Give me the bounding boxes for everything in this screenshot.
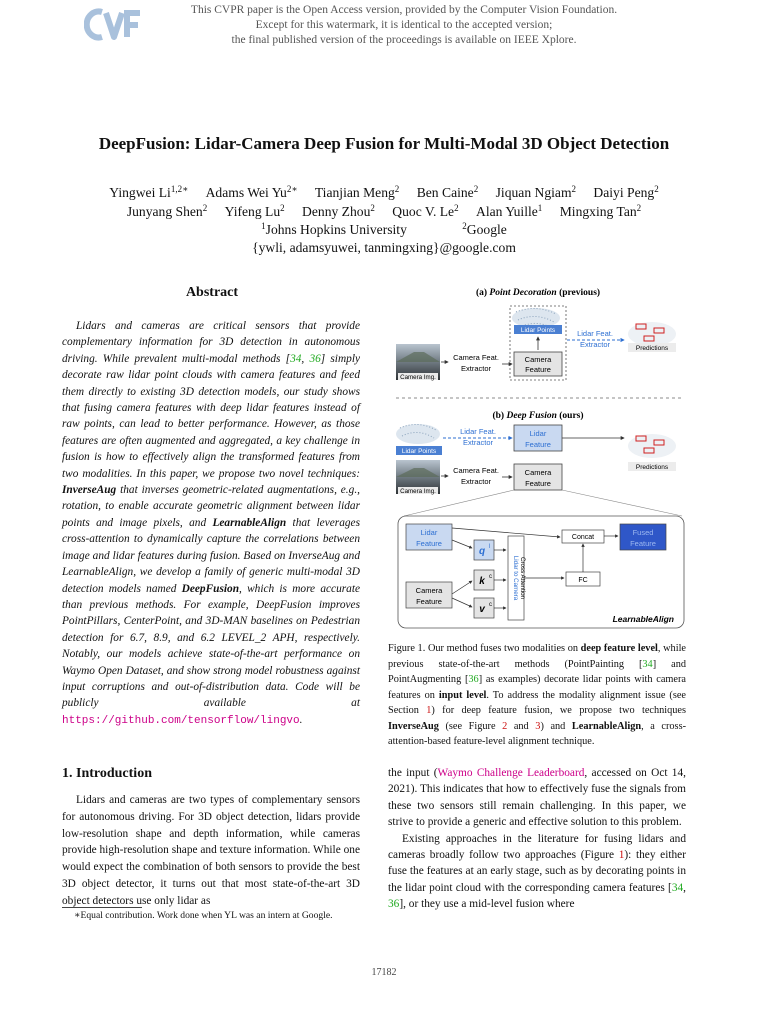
svg-text:k: k (479, 576, 485, 587)
svg-text:Lidar: Lidar (420, 528, 438, 537)
svg-text:Feature: Feature (416, 597, 442, 606)
svg-text:Camera: Camera (415, 586, 443, 595)
camera-image-thumbnail (396, 344, 440, 381)
abstract-text: Lidars and cameras are critical sensors that provide complementary information for 3D detection in autonomous driving. While prevalent multi-modal methods [34, 36] simply decorate raw lidar point clouds with camera features and feed them directly to existing 3D detection models, our study shows that fusing camera features with deep lidar features instead of raw points, can lead to better performance. However, as those features are often augmented and aggregated, a key challenge in fusion is how to effectively align the transformed features from two modalities. In this paper, we propose two novel techniques: InverseAug that inverses geometric-related augmentations, e.g., rotation, to enable accurate geometric alignment between lidar points and image pixels, and LearnableAlign that leverages cross-attention to dynamically capture the correlations between image and lidar features during fusion. Based on InverseAug and LearnableAlign, we develop a family of generic multi-modal 3D detection models named DeepFusion, which is more accurate than previous methods. For example, DeepFusion improves PointPillars, CenterPoint, and 3D-MAN baselines on Pedestrian detection for 6.7, 8.9, and 6.2 LEVEL_2 APH, respectively. Notably, our models achieve state-of-the-art performance on Waymo Open Dataset, and show strong model robustness against input corruptions and out-of-distribution data. Code will be publicly available at https://github.com/tensorflow/lingvo. (62, 320, 361, 727)
svg-text:Lidar Points: Lidar Points (520, 327, 556, 334)
figure-ref-link[interactable]: 2 (502, 720, 508, 732)
author: Ben Caine$^2$ (416, 184, 479, 200)
affiliation: $^1$Johns Hopkins University (261, 221, 407, 237)
author: Yifeng Lu$^2$ (224, 203, 285, 219)
camera-image-thumbnail (396, 460, 440, 495)
svg-text:Cross Attention: Cross Attention (519, 557, 526, 599)
affiliation: $^2$Google (462, 221, 507, 237)
author: Daiyi Peng$^2$ (593, 184, 659, 200)
svg-text:Camera: Camera (524, 355, 552, 364)
svg-text:Lidar: Lidar (529, 429, 547, 438)
svg-text:Lidar Feat.: Lidar Feat. (577, 329, 613, 338)
svg-text:c: c (489, 574, 492, 580)
footnote: ∗Equal contribution. Work done when YL was an intern at Google. (74, 910, 333, 921)
author: Quoc V. Le$^2$ (392, 203, 459, 219)
svg-text:Lidar Points: Lidar Points (401, 448, 437, 455)
lidar-points-icon (512, 308, 562, 334)
svg-text:Camera Feat.: Camera Feat. (453, 466, 499, 475)
svg-text:c: c (489, 602, 492, 608)
citation-link[interactable]: 36 (309, 352, 321, 365)
svg-text:Feature: Feature (525, 440, 551, 449)
svg-text:v: v (479, 604, 485, 615)
paper-title: DeepFusion: Lidar-Camera Deep Fusion for Multi-Modal 3D Object Detection (98, 134, 670, 153)
watermark-line-2: Except for this watermark, it is identical to the accepted version; (255, 19, 553, 31)
intro-heading: 1. Introduction (62, 766, 152, 781)
svg-text:Lidar to Camera: Lidar to Camera (512, 555, 519, 601)
citation-link[interactable]: 34 (642, 658, 653, 670)
svg-text:Predictions: Predictions (635, 345, 669, 352)
author: Junyang Shen$^2$ (126, 203, 208, 219)
waymo-leaderboard-link[interactable]: Waymo Challenge Leaderboard (437, 767, 585, 779)
author: Adams Wei $Yu^{2∗}$ (205, 184, 298, 200)
figure-caption: Figure 1. Our method fuses two modalities on deep feature level, while previous state-of-the-art methods (PointPainting [34] and PointAugmenting [36] as examples) decorate lidar points with camera features on input level. To address the modality alignment issue (see Section 1) for deep feature fusion, we propose two techniques InverseAug (see Figure 2 and 3) and LearnableAlign, a cross-attention-based feature-level alignment technique. (388, 643, 687, 747)
cvf-logo (84, 6, 142, 44)
svg-text:Feature: Feature (525, 365, 551, 374)
svg-text:Feature: Feature (630, 539, 656, 548)
paragraph: Existing approaches in the literature for fusing lidars and cameras broadly follow two approaches (Figure 1): they either fuse the features at an early stage, such as by decorating points in the lidar point cloud with the corresponding camera features [34, 36], or they use a mid-level fusion where (388, 832, 686, 911)
intro-text: Lidars and cameras are two types of complementary sensors for autonomous driving. For 3D object detection, lidars provide low-resolution shape and depth information, while cameras provide high-resolution shape and texture information. While one would expect the combination of both sensors to provide the best 3D object detector, it turns out that most state-of-the-art 3D object detectors use only lidar as (62, 794, 360, 907)
svg-text:Predictions: Predictions (635, 464, 669, 471)
citation-link[interactable]: 36 (468, 674, 479, 685)
svg-text:Feature: Feature (525, 479, 551, 488)
citation-link[interactable]: 34 (671, 881, 684, 894)
paragraph: the input (Waymo Challenge Leaderboard, accessed on Oct 14, 2021). This indicates that how to effectively fuse the signals from these two sensors still remain challenging. In this paper, we strive to provide a generic and effective solution to this problem. (388, 767, 686, 829)
authors-row-1 (40, 185, 728, 201)
svg-text:LearnableAlign: LearnableAlign (612, 614, 674, 624)
watermark-line-1: This CVPR paper is the Open Access version, provided by the Computer Vision Foundation. (190, 4, 618, 16)
author: Alan Yuille$^1$ (476, 203, 543, 219)
lidar-points-icon (396, 424, 442, 455)
affiliations (40, 222, 728, 238)
citation-link[interactable]: 34 (290, 352, 302, 365)
svg-text:q: q (478, 546, 486, 557)
author: Mingxing Tan$^2$ (559, 203, 642, 219)
figure-ref-link[interactable]: 1 (618, 849, 625, 862)
panel-a-title: (a) Point Decoration (previous) (475, 288, 601, 298)
svg-text:Camera: Camera (524, 468, 552, 477)
svg-text:Camera Img.: Camera Img. (400, 488, 436, 495)
svg-text:Extractor: Extractor (460, 477, 492, 486)
svg-text:Lidar Feat.: Lidar Feat. (460, 427, 496, 436)
author: Jiquan Ngiam$^2$ (495, 184, 577, 200)
section-ref-link[interactable]: 1 (426, 705, 432, 716)
svg-text:Feature: Feature (416, 539, 442, 548)
author: Denny Zhou$^2$ (302, 203, 375, 219)
panel-b-title: (b) Deep Fusion (ours) (492, 411, 584, 421)
github-link[interactable]: https://github.com/tensorflow/lingvo (62, 714, 300, 727)
figure-1 (388, 282, 688, 634)
figure-ref-link[interactable]: 3 (535, 720, 541, 732)
predictions-thumbnail (628, 434, 676, 471)
footnote-rule (62, 907, 142, 908)
authors-row-2 (40, 204, 728, 220)
svg-text:Camera Img.: Camera Img. (400, 374, 436, 381)
svg-text:Fused: Fused (632, 528, 654, 537)
author-emails: {ywli, adamsyuwei, tanmingxing}@google.com (252, 240, 516, 255)
svg-text:Concat: Concat (571, 534, 595, 541)
svg-text:l: l (489, 544, 491, 550)
svg-text:Camera Feat.: Camera Feat. (453, 353, 499, 362)
author: Yingwei $Li^{1,2∗}$ (109, 184, 189, 200)
author: Tianjian Meng$^2$ (314, 184, 400, 200)
svg-text:Extractor: Extractor (460, 364, 492, 373)
abstract-heading: Abstract (185, 285, 239, 300)
svg-text:FC: FC (578, 577, 588, 584)
svg-text:Extractor: Extractor (462, 438, 494, 447)
page-number: 17182 (371, 967, 397, 978)
right-column-text (388, 765, 686, 913)
watermark-line-3: the final published version of the proceedings is available on IEEE Xplore. (231, 34, 577, 46)
citation-link[interactable]: 36 (388, 898, 400, 911)
predictions-thumbnail (628, 322, 676, 352)
svg-text:Extractor: Extractor (579, 340, 611, 349)
